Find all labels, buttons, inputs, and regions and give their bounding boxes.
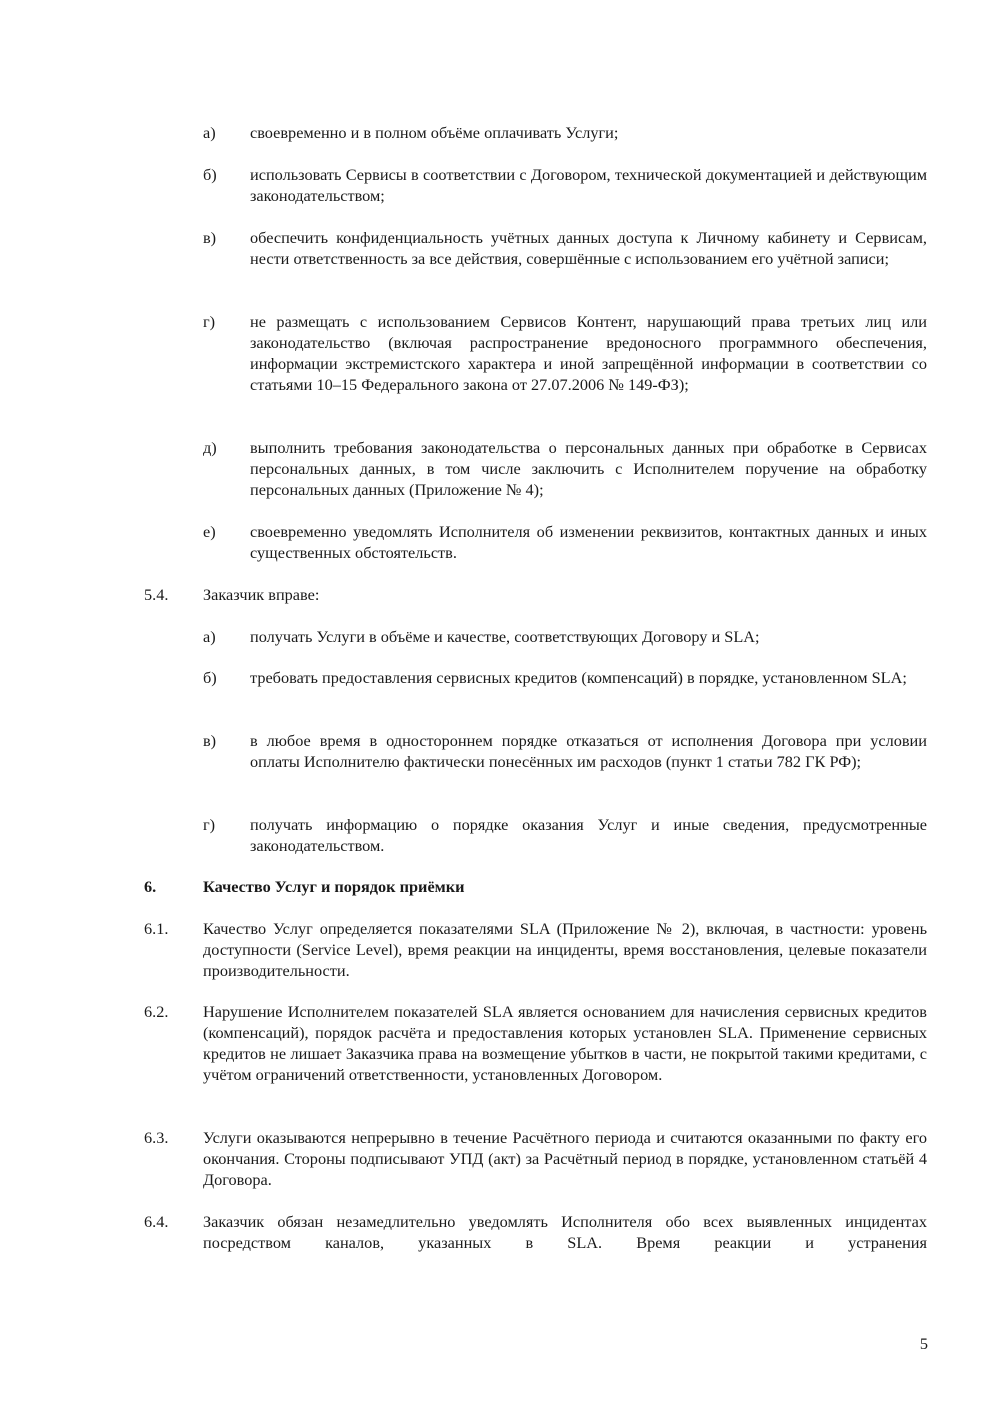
clause-number: 6.2. (144, 1002, 169, 1021)
clause-text: Заказчик обязан незамедлительно уведомлять Исполнителя обо всех выявленных инцидентах посредством каналов, указанных в SLA. Время реакции и устранения (203, 1212, 927, 1252)
clause-number: 5.4. (144, 585, 169, 604)
item-label: а) (203, 123, 216, 142)
item-text: получать Услуги в объёме и качестве, соответствующих Договору и SLA; (250, 627, 760, 646)
item-text: использовать Сервисы в соответствии с Договором, технической документацией и действующим законодательством; (250, 165, 927, 205)
clause-text: Нарушение Исполнителем показателей SLA является основанием для начисления сервисных кредитов (компенсаций), порядок расчёта и предоставления которых установлен SLA. Применение сервисных кредитов не лишает Заказчика права на возмещение убытков в части, не покрытой такими кредитами, с учётом ограничений ответственности, установленных Договором. (203, 1002, 927, 1084)
item-text: получать информацию о порядке оказания Услуг и иные сведения, предусмотренные законодательством. (250, 815, 927, 855)
item-label: д) (203, 438, 217, 457)
item-text: требовать предоставления сервисных кредитов (компенсаций) в порядке, установленном SLA; (250, 668, 907, 687)
item-label: а) (203, 627, 216, 646)
item-text: своевременно уведомлять Исполнителя об изменении реквизитов, контактных данных и иных существенных обстоятельств. (250, 522, 927, 562)
item-text: своевременно и в полном объёме оплачивать Услуги; (250, 123, 619, 142)
clause-number: 6.3. (144, 1128, 169, 1147)
item-label: е) (203, 522, 216, 541)
item-label: б) (203, 668, 217, 687)
item-text: выполнить требования законодательства о персональных данных при обработке в Сервисах персональных данных, в том числе заключить с Исполнителем поручение на обработку персональных данных (Приложение № 4); (250, 438, 927, 499)
clause-text: Качество Услуг определяется показателями SLA (Приложение № 2), включая, в частности: уровень доступности (Service Level), время реакции на инциденты, время восстановления, целевые показатели производительности. (203, 919, 927, 980)
item-label: б) (203, 165, 217, 184)
clause-text: Услуги оказываются непрерывно в течение Расчётного периода и считаются оказанными по факту его окончания. Стороны подписывают УПД (акт) за Расчётный период в порядке, установленном статьёй 4 Договора. (203, 1128, 927, 1189)
item-label: г) (203, 312, 216, 331)
section-number: 6. (144, 877, 157, 896)
clause-text: Заказчик вправе: (203, 585, 320, 604)
item-text: в любое время в одностороннем порядке отказаться от исполнения Договора при условии оплаты Исполнителю фактически понесённых им расходов (пункт 1 статьи 782 ГК РФ); (250, 731, 927, 771)
item-label: г) (203, 815, 216, 834)
item-text: обеспечить конфиденциальность учётных данных доступа к Личному кабинету и Сервисам, нести ответственность за все действия, совершённые с использованием его учётной записи; (250, 228, 927, 268)
item-text: не размещать с использованием Сервисов Контент, нарушающий права третьих лиц или законодательство (включая распространение вредоносного программного обеспечения, информации экстремистского характера и иной запрещённой информации в соответствии со статьями 10–15 Федерального закона от 27.07.2006 № 149-ФЗ); (250, 312, 927, 394)
item-label: в) (203, 228, 217, 247)
item-label: в) (203, 731, 217, 750)
clause-number: 6.4. (144, 1212, 169, 1231)
page-number: 5 (919, 1334, 928, 1353)
section-title: Качество Услуг и порядок приёмки (203, 877, 465, 896)
clause-number: 6.1. (144, 919, 169, 938)
